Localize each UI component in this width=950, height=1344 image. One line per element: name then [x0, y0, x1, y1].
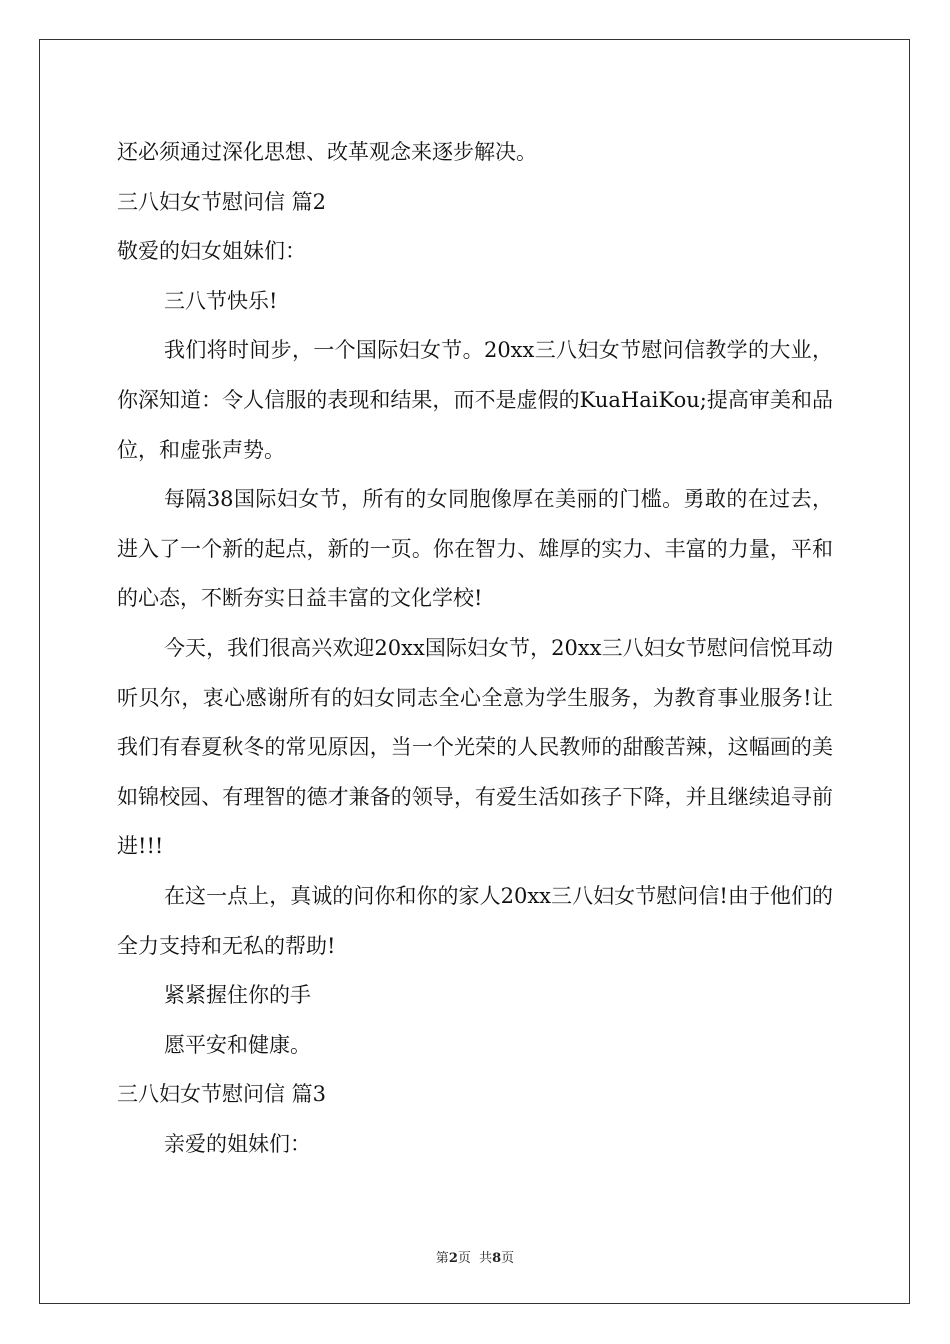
footer-middle: 页 共 — [457, 1251, 493, 1266]
paragraph: 还必须通过深化思想、改革观念来逐步解决。 — [117, 140, 537, 164]
current-page-number: 2 — [448, 1251, 458, 1266]
closing-line: 紧紧握住你的手 — [164, 983, 311, 1008]
closing-line: 愿平安和健康。 — [164, 1032, 311, 1057]
total-pages-number: 8 — [492, 1251, 502, 1266]
salutation: 亲爱的姐妹们： — [164, 1131, 311, 1156]
page-footer — [0, 1247, 950, 1266]
paragraph: 今天，我们很高兴欢迎20xx国际妇女节，20xx三八妇女节慰问信悦耳动听贝尔，衷心感谢所有的妇女同志全心全意为学生服务，为教育事业服务!让我们有春夏秋冬的常见原因，当一个光荣的人民教师的甜酸苦辣，这幅画的美如锦校园、有理智的德才兼备的领导，有爱生活如孩子下降，并且继续追寻前进!!! — [117, 635, 833, 859]
footer-prefix: 第 — [435, 1251, 449, 1266]
paragraph: 在这一点上，真诚的问你和你的家人20xx三八妇女节慰问信!由于他们的全力支持和无私的帮助! — [117, 883, 833, 958]
paragraph: 我们将时间步，一个国际妇女节。20xx三八妇女节慰问信教学的大业，你深知道：令人信服的表现和结果，而不是虚假的KuaHaiKou;提高审美和品位，和虚张声势。 — [117, 338, 833, 462]
section-heading: 三八妇女节慰问信 篇3 — [117, 1082, 327, 1107]
salutation: 敬爱的妇女姐妹们： — [117, 239, 306, 264]
document-body — [117, 128, 833, 1169]
footer-suffix: 页 — [501, 1251, 515, 1266]
paragraph: 每隔38国际妇女节，所有的女同胞像厚在美丽的门槛。勇敢的在过去，进入了一个新的起点，新的一页。你在智力、雄厚的实力、丰富的力量，平和的心态，不断夯实日益丰富的文化学校! — [117, 487, 833, 611]
section-heading: 三八妇女节慰问信 篇2 — [117, 189, 327, 214]
paragraph: 三八节快乐! — [164, 288, 278, 313]
